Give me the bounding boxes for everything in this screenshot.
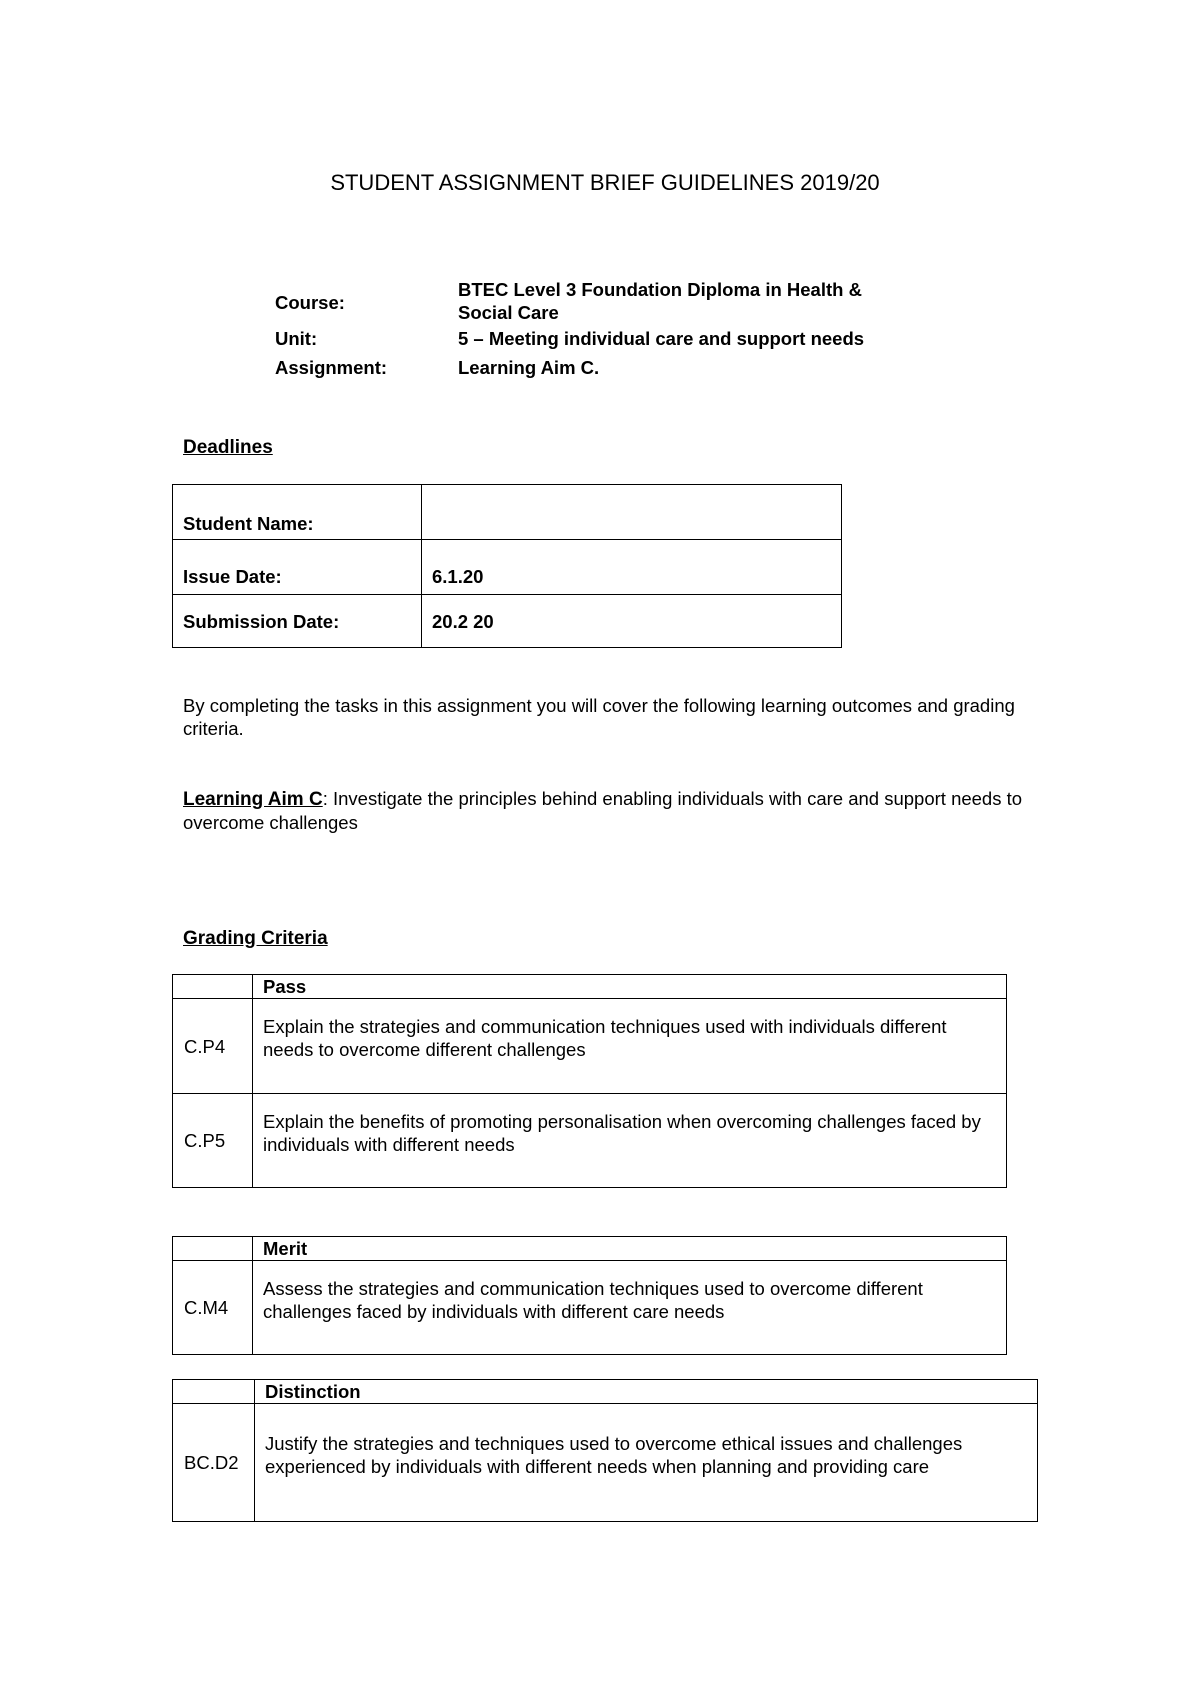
assignment-value: Learning Aim C. bbox=[458, 357, 600, 378]
distinction-header: Distinction bbox=[255, 1380, 1038, 1404]
learning-aim-text: : Investigate the principles behind enabling individuals with care and support needs to overcome challenges bbox=[183, 788, 1023, 833]
pass-header: Pass bbox=[253, 975, 1007, 999]
issue-date-label: Issue Date: bbox=[173, 540, 422, 595]
page-title: STUDENT ASSIGNMENT BRIEF GUIDELINES 2019/20 bbox=[330, 170, 880, 195]
student-name-label: Student Name: bbox=[173, 485, 422, 540]
course-label: Course: bbox=[275, 292, 345, 313]
criterion-code: C.P5 bbox=[173, 1094, 253, 1188]
issue-date-value: 6.1.20 bbox=[422, 540, 842, 595]
merit-table bbox=[172, 1236, 1007, 1355]
deadlines-table bbox=[172, 484, 842, 648]
distinction-table bbox=[172, 1379, 1038, 1522]
submission-date-value: 20.2 20 bbox=[422, 595, 842, 648]
grading-heading: Grading Criteria bbox=[183, 928, 328, 949]
criterion-code: BC.D2 bbox=[173, 1404, 255, 1522]
learning-aim-paragraph bbox=[183, 787, 1063, 834]
pass-table bbox=[172, 974, 1007, 1188]
deadlines-heading: Deadlines bbox=[183, 437, 273, 458]
assignment-info bbox=[275, 278, 898, 385]
criterion-text: Explain the strategies and communication techniques used with individuals different needs to overcome different challenges bbox=[253, 999, 1007, 1094]
merit-header: Merit bbox=[253, 1237, 1007, 1261]
assignment-label: Assignment: bbox=[275, 357, 388, 378]
student-name-value[interactable] bbox=[422, 485, 842, 540]
criterion-text: Explain the benefits of promoting personalisation when overcoming challenges faced by individuals with different needs bbox=[253, 1094, 1007, 1188]
unit-value: 5 – Meeting individual care and support needs bbox=[458, 328, 865, 349]
learning-aim-label: Learning Aim C bbox=[183, 789, 323, 810]
criterion-text: Assess the strategies and communication techniques used to overcome different challenges faced by individuals with different care needs bbox=[253, 1261, 1007, 1355]
criterion-code: C.M4 bbox=[173, 1261, 253, 1355]
criterion-text: Justify the strategies and techniques used to overcome ethical issues and challenges experienced by individuals with different needs when planning and providing care bbox=[255, 1404, 1038, 1522]
intro-text: By completing the tasks in this assignment you will cover the following learning outcomes and grading criteria. bbox=[183, 695, 1015, 739]
criterion-code: C.P4 bbox=[173, 999, 253, 1094]
submission-date-label: Submission Date: bbox=[173, 595, 422, 648]
unit-label: Unit: bbox=[275, 328, 318, 349]
course-value: BTEC Level 3 Foundation Diploma in Health & Social Care bbox=[458, 279, 862, 323]
